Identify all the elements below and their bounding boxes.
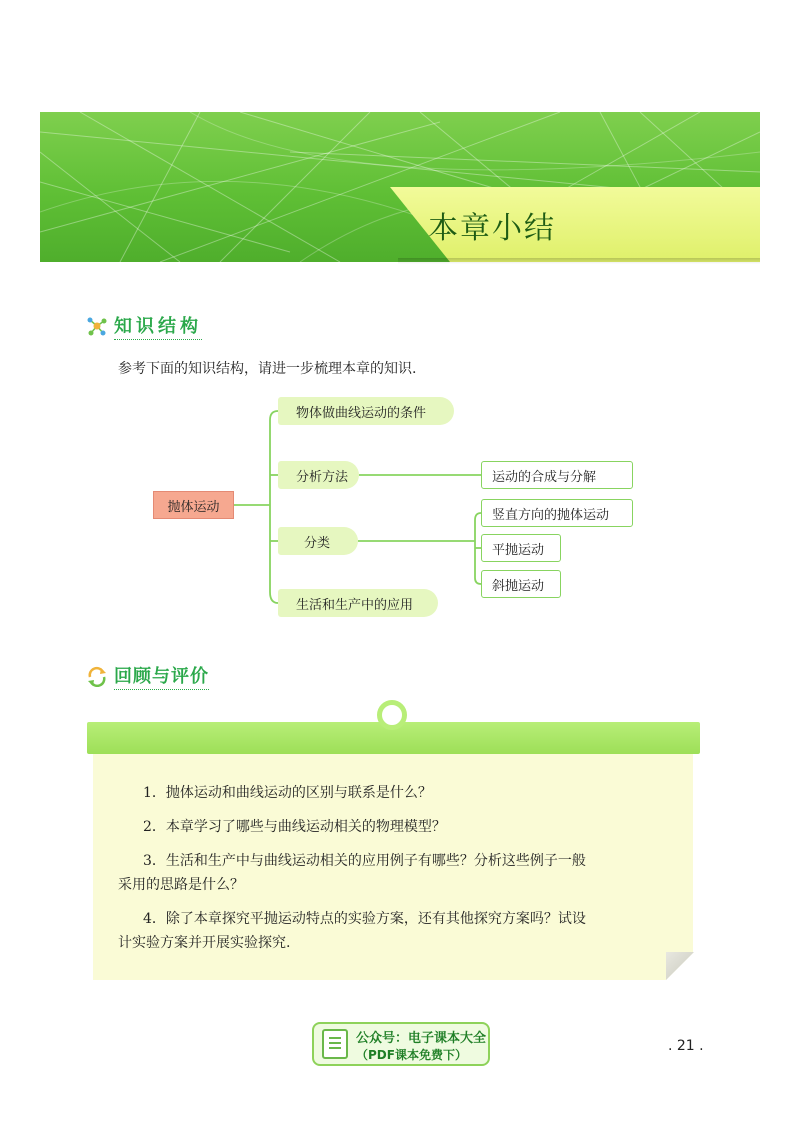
review-question-3-line-2: 采用的思路是什么？ bbox=[118, 877, 244, 893]
banner-shadow bbox=[398, 258, 760, 264]
knowledge-intro: 参考下面的知识结构，请进一步梳理本章的知识. bbox=[118, 361, 417, 377]
review-card-ring bbox=[377, 700, 407, 730]
page-number: . 21 . bbox=[668, 1038, 704, 1054]
badge-line-1: 公众号：电子课本大全 bbox=[356, 1031, 487, 1046]
mindmap-branch-method: 分析方法 bbox=[278, 461, 359, 489]
knowledge-heading-text: 知识结构 bbox=[114, 312, 202, 340]
mindmap-leaf-horizontal: 平抛运动 bbox=[481, 534, 561, 562]
review-question-3-line-1: 3．生活和生产中与曲线运动相关的应用例子有哪些？分析这些例子一般 bbox=[143, 853, 586, 869]
mindmap-leaf-composition: 运动的合成与分解 bbox=[481, 461, 633, 489]
review-question-1: 1．抛体运动和曲线运动的区别与联系是什么？ bbox=[143, 785, 432, 801]
mindmap-leaf-oblique: 斜抛运动 bbox=[481, 570, 561, 598]
review-question-4-line-2: 计实验方案并开展实验探究. bbox=[118, 935, 291, 951]
mindmap-branch-application: 生活和生产中的应用 bbox=[278, 589, 438, 617]
mindmap-branch-category: 分类 bbox=[278, 527, 358, 555]
mindmap-root-node: 抛体运动 bbox=[153, 491, 234, 519]
review-heading-text: 回顾与评价 bbox=[114, 662, 209, 690]
molecule-icon bbox=[86, 315, 108, 337]
review-heading bbox=[86, 662, 209, 690]
refresh-icon bbox=[86, 665, 108, 687]
knowledge-heading bbox=[86, 312, 202, 340]
review-question-2: 2．本章学习了哪些与曲线运动相关的物理模型？ bbox=[143, 819, 446, 835]
mindmap-leaf-vertical: 竖直方向的抛体运动 bbox=[481, 499, 633, 527]
chapter-banner bbox=[40, 112, 760, 262]
review-question-4-line-1: 4．除了本章探究平抛运动特点的实验方案，还有其他探究方案吗？试设 bbox=[143, 911, 586, 927]
mindmap-branch-condition: 物体做曲线运动的条件 bbox=[278, 397, 454, 425]
wechat-badge bbox=[312, 1022, 490, 1066]
chapter-title: 本章小结 bbox=[428, 211, 556, 246]
badge-line-2: （PDF课本免费下） bbox=[356, 1048, 467, 1062]
book-icon bbox=[322, 1029, 348, 1059]
